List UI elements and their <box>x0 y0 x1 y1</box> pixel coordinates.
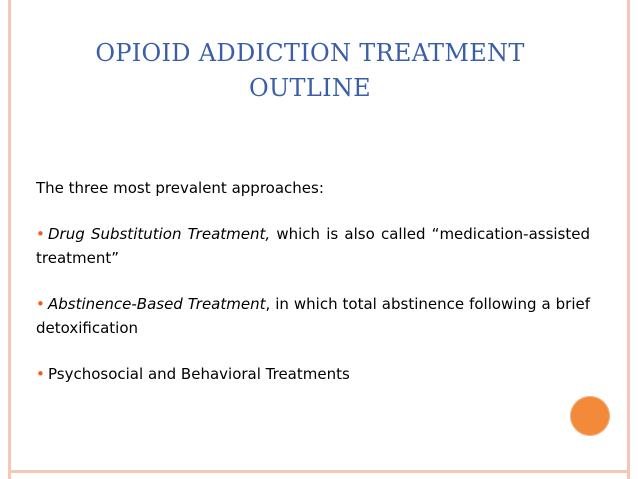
slide-title-line-1: OPIOID ADDICTION TREATMENT <box>95 39 525 67</box>
slide-content <box>36 176 590 408</box>
bullet-text: , in which total abstinence following a brief detoxification <box>36 295 590 337</box>
bullet-item-drug-substitution <box>36 222 590 270</box>
bullet-emphasis: Drug Substitution Treatment, <box>48 225 271 243</box>
intro-text: The three most prevalent approaches: <box>36 179 324 197</box>
bullet-text: which is also called “medication-assisted treatment” <box>36 225 590 267</box>
frame-left-border <box>8 0 11 479</box>
bullet-dot-icon: • <box>36 295 45 313</box>
bullet-emphasis: Abstinence-Based Treatment <box>48 295 266 313</box>
frame-right-border <box>627 0 630 479</box>
frame-bottom-border <box>8 470 630 473</box>
bullet-dot-icon: • <box>36 225 45 243</box>
accent-circle <box>570 396 610 436</box>
slide-title-line-2: OUTLINE <box>249 74 371 102</box>
bullet-text: Psychosocial and Behavioral Treatments <box>48 365 350 383</box>
bullet-dot-icon: • <box>36 365 45 383</box>
bullet-item-abstinence-based <box>36 292 590 340</box>
slide-title <box>30 36 590 106</box>
bullet-item-psychosocial <box>36 362 590 386</box>
